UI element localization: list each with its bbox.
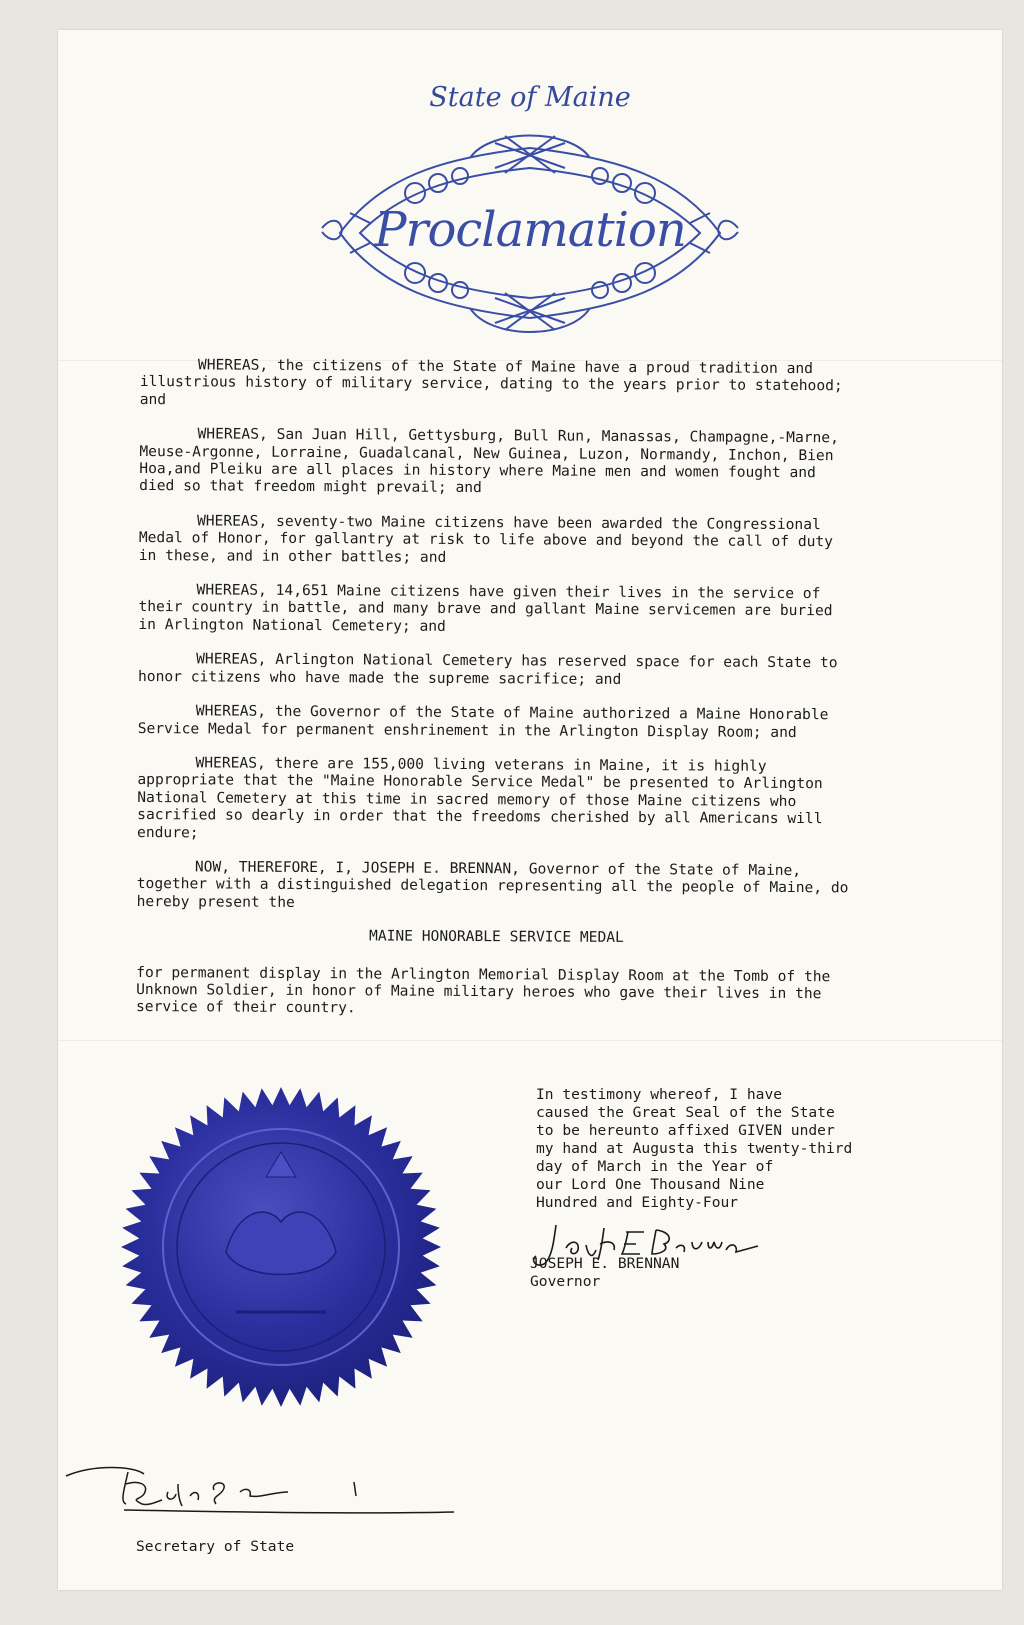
testimony-block bbox=[536, 1086, 876, 1212]
secretary-signature bbox=[64, 1462, 464, 1532]
secretary-of-state-label: Secretary of State bbox=[136, 1538, 295, 1555]
governor-name: JOSEPH E. BRENNAN bbox=[530, 1255, 680, 1272]
proclamation-body bbox=[136, 356, 860, 1020]
therefore-paragraph: NOW, THEREFORE, I, JOSEPH E. BRENNAN, Governor of the State of Maine, together with a distinguished delegation representing all the people of Maine, do hereby present the bbox=[136, 858, 849, 911]
seal-graphic bbox=[116, 1082, 446, 1412]
testimony-line: to be hereunto affixed GIVEN under bbox=[536, 1122, 835, 1139]
testimony-line: our Lord One Thousand Nine bbox=[536, 1176, 765, 1193]
testimony-line: caused the Great Seal of the State bbox=[536, 1104, 835, 1121]
whereas-paragraph: WHEREAS, San Juan Hill, Gettysburg, Bull Run, Manassas, Champagne,-Marne, Meuse-Argonne, Lorraine, Guadalcanal, New Guinea, Luzon, Normandy, Inchon, Bien Hoa,and Pleiku are all places in history where Maine men and women fought and died so that freedom might prevail; and bbox=[139, 425, 839, 497]
medal-title: MAINE HONORABLE SERVICE MEDAL bbox=[369, 927, 624, 947]
whereas-paragraph: WHEREAS, the citizens of the State of Maine have a proud tradition and illustrious history of military service, dating to the years prior to statehood; and bbox=[139, 356, 843, 408]
great-seal bbox=[116, 1082, 446, 1412]
testimony-line: Hundred and Eighty-Four bbox=[536, 1194, 739, 1211]
state-of-maine-heading: State of Maine bbox=[429, 82, 631, 113]
proclamation-ornament bbox=[320, 118, 740, 348]
fold-line bbox=[58, 1040, 1002, 1041]
whereas-paragraph: WHEREAS, there are 155,000 living veterans in Maine, it is highly appropriate that the "Maine Honorable Service Medal" be presented to Arlington National Cemetery at this time in sacred memory of those Maine citizens who sacrified so dearly in order that the freedoms cherished by all Americans will endure; bbox=[137, 754, 823, 841]
proclamation-title: Proclamation bbox=[374, 202, 686, 258]
whereas-paragraph: WHEREAS, Arlington National Cemetery has reserved space for each State to honor citizens who have made the supreme sacrifice; and bbox=[137, 650, 838, 688]
whereas-paragraph: WHEREAS, 14,651 Maine citizens have given their lives in the service of their country in battle, and many brave and gallant Maine servicemen are buried in Arlington National Cemetery; and bbox=[138, 581, 833, 635]
secretary-signature-scribble bbox=[64, 1462, 464, 1532]
testimony-line: In testimony whereof, I have bbox=[536, 1086, 783, 1103]
testimony-line: day of March in the Year of bbox=[536, 1158, 774, 1175]
whereas-paragraph: WHEREAS, the Governor of the State of Maine authorized a Maine Honorable Service Medal for permanent enshrinement in the Arlington Display Room; and bbox=[137, 702, 829, 741]
testimony-line: my hand at Augusta this twenty-third bbox=[536, 1140, 853, 1157]
governor-title: Governor bbox=[530, 1273, 601, 1290]
whereas-paragraph: WHEREAS, seventy-two Maine citizens have been awarded the Congressional Medal of Honor, for gallantry at risk to life above and beyond the call of duty in these, and in other battles; and bbox=[138, 512, 834, 566]
governor-signature-block bbox=[530, 1255, 830, 1291]
proclamation-sheet bbox=[58, 30, 1002, 1590]
closing-paragraph: for permanent display in the Arlington Memorial Display Room at the Tomb of the Unknown Soldier, in honor of Maine military heroes who gave their lives in the service of their country. bbox=[135, 963, 831, 1017]
